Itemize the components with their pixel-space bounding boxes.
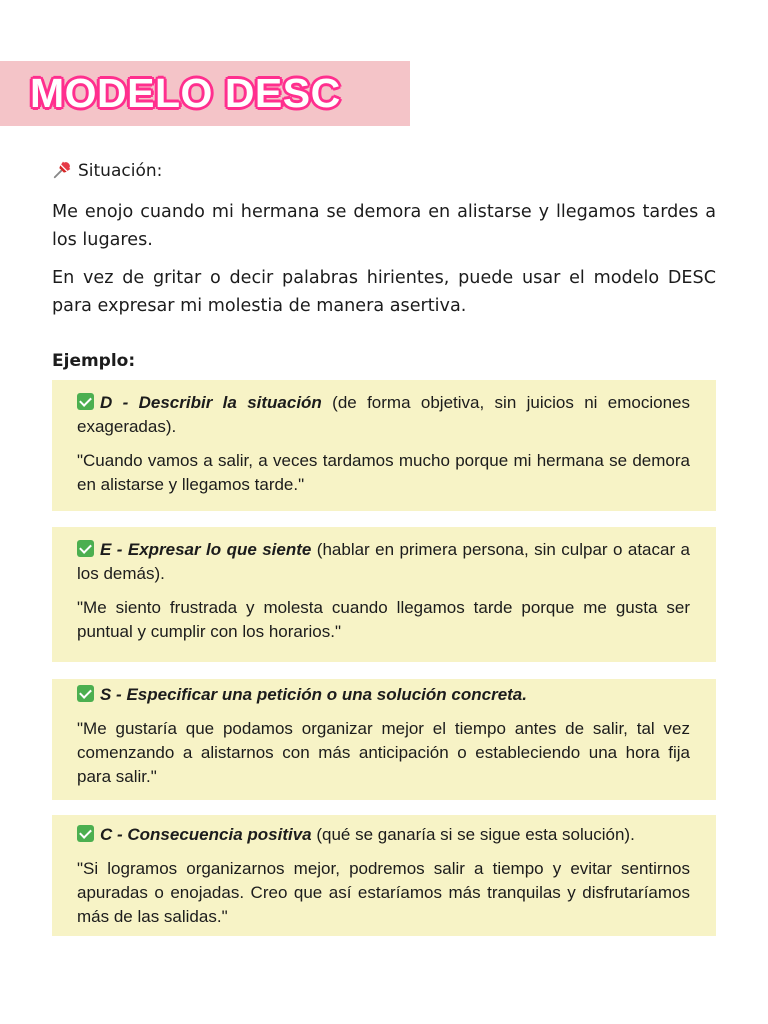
step-card-c (52, 815, 716, 936)
step-label: D - Describir la situación (100, 393, 322, 412)
step-note: (hablar en primera persona, sin culpar o atacar a los demás). (77, 540, 690, 583)
pushpin-icon (52, 158, 74, 180)
check-mark-icon (77, 393, 94, 410)
check-mark-icon (77, 825, 94, 842)
step-description (77, 391, 690, 439)
step-description (77, 538, 690, 586)
situation-paragraph: Me enojo cuando mi hermana se demora en alistarse y llegamos tardes a los lugares. (52, 202, 716, 250)
situation-label: Situación: (78, 161, 163, 181)
step-quote: "Cuando vamos a salir, a veces tardamos mucho porque mi hermana se demora en alistarse y llegamos tarde." (77, 451, 690, 494)
step-card-e (52, 527, 716, 662)
step-note: (de forma objetiva, sin juicios ni emociones exageradas). (77, 393, 690, 436)
step-label: C - Consecuencia positiva (100, 825, 312, 844)
intro-paragraph: En vez de gritar o decir palabras hirientes, puede usar el modelo DESC para expresar mi molestia de manera asertiva. (52, 268, 716, 316)
check-mark-icon (77, 540, 94, 557)
step-card-s (52, 679, 716, 800)
step-label: E - Expresar lo que siente (100, 540, 312, 559)
example-heading: Ejemplo: (52, 351, 136, 371)
step-card-d (52, 380, 716, 511)
step-quote: "Me gustaría que podamos organizar mejor el tiempo antes de salir, tal vez comenzando a alistarnos con más anticipación o estableciendo una hora fija para salir." (77, 719, 690, 786)
step-quote: "Me siento frustrada y molesta cuando llegamos tarde porque me gusta ser puntual y cumplir con los horarios." (77, 598, 690, 641)
page-title: MODELO DESC (30, 70, 341, 116)
check-mark-icon (77, 685, 94, 702)
situation-heading (52, 158, 162, 183)
step-description (77, 823, 690, 847)
step-label: S - Especificar una petición o una solución concreta. (100, 685, 527, 704)
step-note: (qué se ganaría si se sigue esta solución). (311, 825, 635, 844)
step-description (77, 683, 690, 707)
step-quote: "Si logramos organizarnos mejor, podremos salir a tiempo y evitar sentirnos apuradas o enojadas. Creo que así estaríamos más tranquilas y disfrutaríamos más de las salidas." (77, 859, 690, 926)
